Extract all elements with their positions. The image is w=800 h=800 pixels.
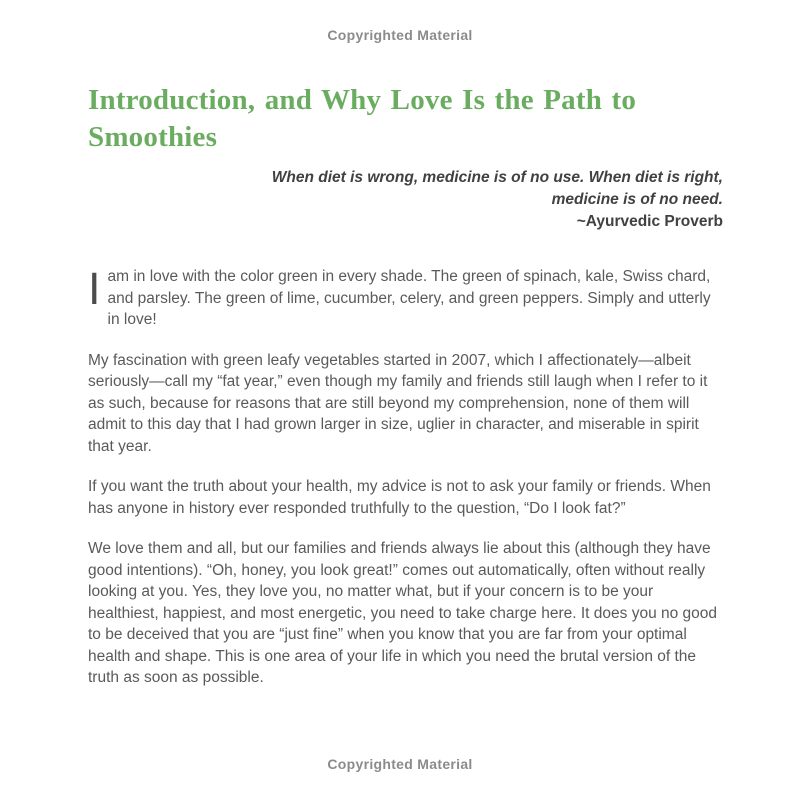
epigraph-line-1: When diet is wrong, medicine is of no use. When diet is right, bbox=[271, 169, 723, 186]
copyright-notice-top: Copyrighted Material bbox=[327, 27, 473, 43]
dropcap-letter: I bbox=[88, 263, 101, 314]
epigraph-attribution: ~Ayurvedic Proverb bbox=[576, 213, 723, 230]
body-paragraph-2: My fascination with green leafy vegetables started in 2007, which I affectionately—albeit seriously—call my “fat year,” even though my family and friends still laugh when I refer to it as such, because for reasons that are still beyond my comprehension, none of them will admit to this day that I had grown larger in size, uglier in character, and miserable in spirit that year. bbox=[88, 351, 708, 455]
epigraph-quote bbox=[88, 167, 723, 233]
body-paragraph-3: If you want the truth about your health, my advice is not to ask your family or friends. When has anyone in history ever responded truthfully to the question, “Do I look fat?” bbox=[88, 478, 711, 517]
body-text bbox=[88, 263, 724, 708]
body-paragraph-1-text: am in love with the color green in every shade. The green of spinach, kale, Swiss chard, and parsley. The green of lime, cucumber, celery, and green peppers. Simply and utterly in love! bbox=[107, 268, 711, 328]
body-paragraph-4: We love them and all, but our families and friends always lie about this (although they have good intentions). “Oh, honey, you look great!” comes out automatically, often without really looking at you. Yes, they love you, no matter what, but if your concern is to be your healthiest, happiest, and most energetic, you need to take charge here. It does you no good to be deceived that you are “just fine” when you know that you are far from your optimal health and shape. This is one area of your life in which you need the brutal version of the truth as soon as possible. bbox=[88, 540, 718, 686]
epigraph-line-2: medicine is of no need. bbox=[551, 191, 723, 208]
copyright-notice-bottom: Copyrighted Material bbox=[327, 756, 473, 772]
chapter-title-line-1: Introduction, and Why Love Is the Path to bbox=[88, 84, 637, 116]
body-paragraph-1 bbox=[88, 263, 724, 331]
chapter-title-line-2: Smoothies bbox=[88, 121, 218, 153]
chapter-title bbox=[88, 82, 728, 156]
